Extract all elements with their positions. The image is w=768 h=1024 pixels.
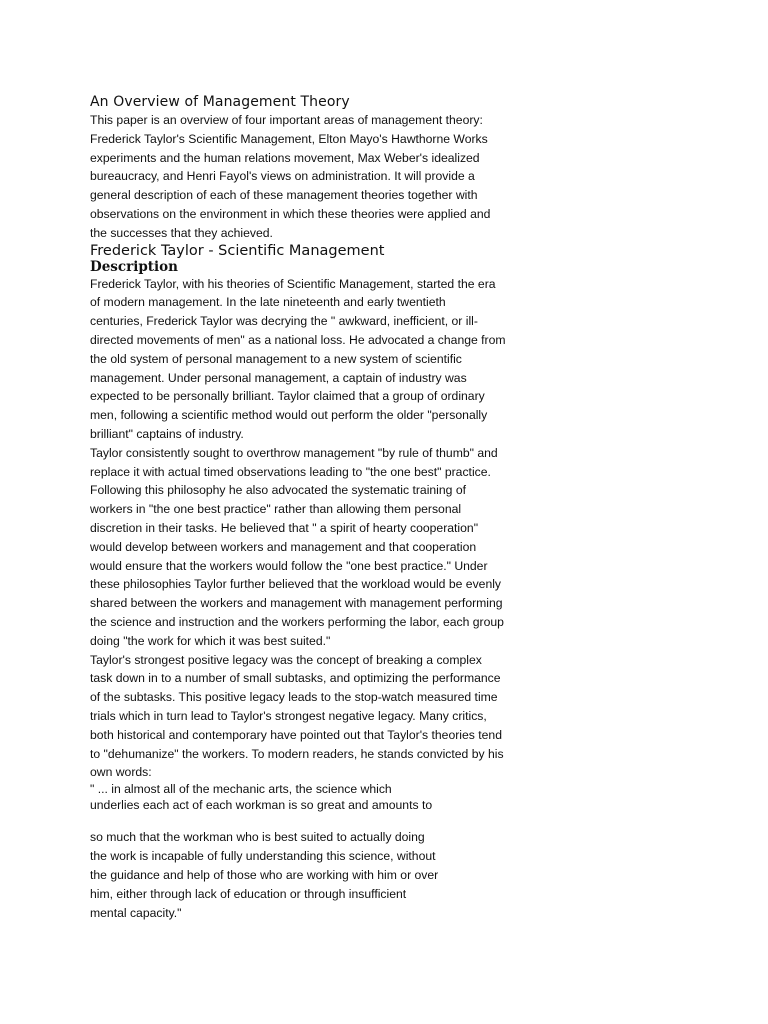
block-quote-part-1: " ... in almost all of the mechanic arts, the science which underlies each act of each workman is so great and amounts to (90, 782, 433, 812)
subsection-title: Description (90, 258, 178, 275)
section-title: Frederick Taylor - Scientific Management (90, 242, 385, 259)
body-paragraph: Frederick Taylor, with his theories of Scientific Management, started the era of modern management. In the late nineteenth and early twentieth centuries, Frederick Taylor was decrying the " awkward, inefficient, or ill- directed movements of men" as a national loss. He advocated a change from the old system of personal management to a new system of scientific management. Under personal management, a captain of industry was expected to be personally brilliant. Taylor claimed that a group of ordinary men, following a scientific method would out perform the older "personally brilliant" captains of industry. (90, 276, 506, 441)
document-page (90, 93, 550, 923)
body-paragraph: Taylor consistently sought to overthrow management "by rule of thumb" and replace it with actual timed observations leading to "the one best" practice. Following this philosophy he also advocated the systematic training of workers in "the one best practice" rather than allowing them personal discretion in their tasks. He believed that " a spirit of hearty cooperation" would develop between workers and management and that cooperation would ensure that the workers would follow the "one best practice." Under these philosophies Taylor further believed that the workload would be evenly shared between the workers and management with management performing the science and instruction and the workers performing the labor, each group doing "the work for which it was best suited." (90, 445, 504, 648)
intro-paragraph: This paper is an overview of four important areas of management theory: Frederick Taylor's Scientific Management, Elton Mayo's Hawthorne Works experiments and the human relations movement, Max Weber's idealized bureaucracy, and Henri Fayol's views on administration. It will provide a general description of each of these management theories together with observations on the environment in which these theories were applied and the successes that they achieved. (90, 113, 491, 240)
document-title: An Overview of Management Theory (90, 94, 350, 110)
body-paragraph: Taylor's strongest positive legacy was the concept of breaking a complex task down in to a number of small subtasks, and optimizing the performance of the subtasks. This positive legacy leads to the stop-watch measured time trials which in turn lead to Taylor's strongest negative legacy. Many critics, both historical and contemporary have pointed out that Taylor's theories tend to "dehumanize" the workers. To modern readers, he stands convicted by his own words: (90, 652, 504, 780)
block-quote-part-2: so much that the workman who is best suited to actually doing the work is incapable of fully understanding this science, without the guidance and help of those who are working with him or over him, either through lack of education or through insufficient mental capacity." (90, 830, 439, 921)
